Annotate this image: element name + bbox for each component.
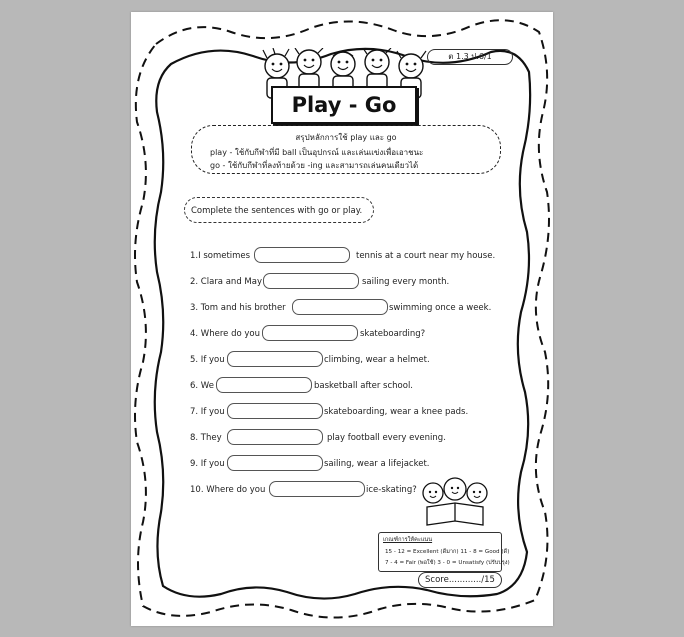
question-text-before: 6. We (190, 381, 214, 391)
worksheet-title: Play - Go (271, 86, 417, 124)
question-text-after: sailing, wear a lifejacket. (324, 459, 430, 469)
score-box: Score............/15 (418, 572, 502, 588)
question-text-before: 1.I sometimes (190, 251, 251, 261)
scoring-criteria-box (378, 532, 510, 572)
question-text-before: 7. If you (190, 407, 225, 417)
answer-blank[interactable] (216, 377, 312, 393)
answer-blank[interactable] (227, 455, 323, 471)
summary-heading: สรุปหลักการใช้ play และ go (295, 133, 397, 142)
criteria-line-1: 15 - 12 = Excellent (ดีมาก) 11 - 8 = Good (ดี) (385, 549, 510, 555)
kids-reading-illustration (417, 477, 495, 527)
rules-summary-box (191, 125, 501, 174)
class-tag: ต 1.3 ป.6/1 (427, 49, 513, 65)
answer-blank[interactable] (269, 481, 365, 497)
question-text-after: play football every evening. (327, 433, 446, 443)
criteria-title: เกณฑ์การให้คะแนน (383, 537, 433, 543)
question-text-after: skateboarding, wear a knee pads. (324, 407, 469, 417)
question-text-after: ice-skating? (366, 485, 417, 495)
question-text-before: 2. Clara and May (190, 277, 262, 287)
question-text-before: 8. They (190, 433, 222, 443)
answer-blank[interactable] (227, 351, 323, 367)
question-text-after: sailing every month. (362, 277, 450, 287)
question-text-before: 9. If you (190, 459, 225, 469)
answer-blank[interactable] (227, 429, 323, 445)
question-text-before: 3. Tom and his brother (190, 303, 286, 313)
question-text-after: basketball after school. (314, 381, 414, 391)
go-rule: go - ใช้กับกีฬาที่ลงท้ายด้วย -ing และสามารถเล่นคนเดียวได้ (210, 161, 419, 170)
question-text-before: 5. If you (190, 355, 225, 365)
answer-blank[interactable] (227, 403, 323, 419)
answer-blank[interactable] (263, 273, 359, 289)
answer-blank[interactable] (292, 299, 388, 315)
answer-blank[interactable] (262, 325, 358, 341)
play-rule: play - ใช้กับกีฬาที่มี ball เป็นอุปกรณ์ และเล่นแข่งเพื่อเอาชนะ (210, 148, 424, 157)
question-text-after: climbing, wear a helmet. (324, 355, 430, 365)
question-text-before: 10. Where do you (190, 485, 266, 495)
instruction: Complete the sentences with go or play. (184, 197, 374, 223)
answer-blank[interactable] (254, 247, 350, 263)
question-text-before: 4. Where do you (190, 329, 260, 339)
worksheet-page (131, 12, 553, 626)
question-text-after: skateboarding? (360, 329, 426, 339)
question-text-after: swimming once a week. (389, 303, 492, 313)
criteria-line-2: 7 - 4 = Fair (พอใช้) 3 - 0 = Unsatisfy (ปรับปรุง) (385, 560, 510, 566)
question-text-after: tennis at a court near my house. (356, 251, 496, 261)
